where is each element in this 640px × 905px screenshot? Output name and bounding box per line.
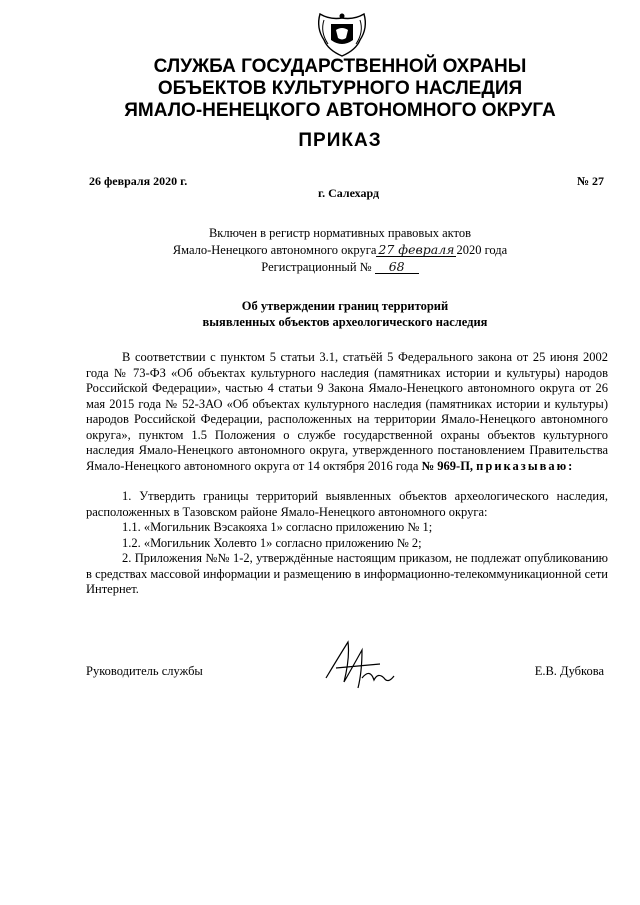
order-title: ПРИКАЗ [298,130,382,151]
registration-line1: Включен в регистр нормативных правовых актов [208,226,472,240]
order-city: г. Салехард [318,186,380,200]
body-item-1-1: 1.1. «Могильник Вэсакояха 1» согласно приложению № 1; [122,520,433,534]
command-word: приказываю: [476,458,575,473]
signatory-name: Е.В. Дубкова [534,664,604,678]
order-subject [100,298,590,330]
order-number: № 27 [576,174,604,188]
registration-line2-suffix: 2020 года [456,243,508,257]
agency-title-line1: СЛУЖБА ГОСУДАРСТВЕННОЙ ОХРАНЫ [153,56,527,77]
agency-title-line3: ЯМАЛО-НЕНЕЦКОГО АВТОНОМНОГО ОКРУГА [124,100,556,121]
order-subject-line1: Об утверждении границ территорий [241,299,449,313]
registration-number-label: Регистрационный № [261,260,372,274]
registration-block [150,225,530,276]
preamble-text: В соответствии с пунктом 5 статьи 3.1, статьёй 5 Федерального закона от 25 июня 2002 года № 73-ФЗ «Об объектах культурного наследия (памятниках истории и культуры) народов Российской Федерации», частью 4 статьи 9 Закона Ямало-Ненецкого автономного округа от 26 мая 2015 года № 52-ЗАО «Об объектах культурного наследия (памятниках истории и культуры) народов Российской Федерации, расположенных на территории Ямало-Ненецкого автономного округа», пунктом 1.5 Положения о службе государственной охраны объектов культурного наследия Ямало-Ненецкого автономного округа, утвержденного постановлением Правительства Ямало-Ненецкого автономного округа от 14 октября 2016 года [86,350,608,473]
order-date: 26 февраля 2020 г. [89,174,188,188]
registration-number-handwritten: 68 [375,261,419,274]
coat-of-arms-icon [314,10,370,60]
signatory-position: Руководитель службы [86,664,203,678]
handwritten-signature [318,638,398,694]
registration-line3 [150,259,530,276]
body-item-2: 2. Приложения №№ 1-2, утверждённые настоящим приказом, не подлежат опубликованию в средствах массовой информации и размещению в информационно-телекоммуникационной сети Интернет. [86,551,608,596]
registration-line2-prefix: Ямало-Ненецкого автономного округа [172,243,377,257]
body-item-1-2: 1.2. «Могильник Холевто 1» согласно приложению № 2; [122,535,422,550]
agency-title [40,56,640,122]
body-item-1: 1. Утвердить границы территорий выявленных объектов археологического наследия, расположенных в Тазовском районе Ямало-Ненецкого автономного округа: [86,489,608,519]
order-body [86,350,608,598]
agency-title-line2: ОБЪЕКТОВ КУЛЬТУРНОГО НАСЛЕДИЯ [157,78,523,99]
preamble-bold: № 969-П, [421,458,474,473]
registration-line2 [150,242,530,259]
order-subject-line2: выявленных объектов археологического наследия [202,315,488,329]
registration-date-handwritten: 27 февраля [378,242,455,257]
body-preamble [86,350,608,474]
